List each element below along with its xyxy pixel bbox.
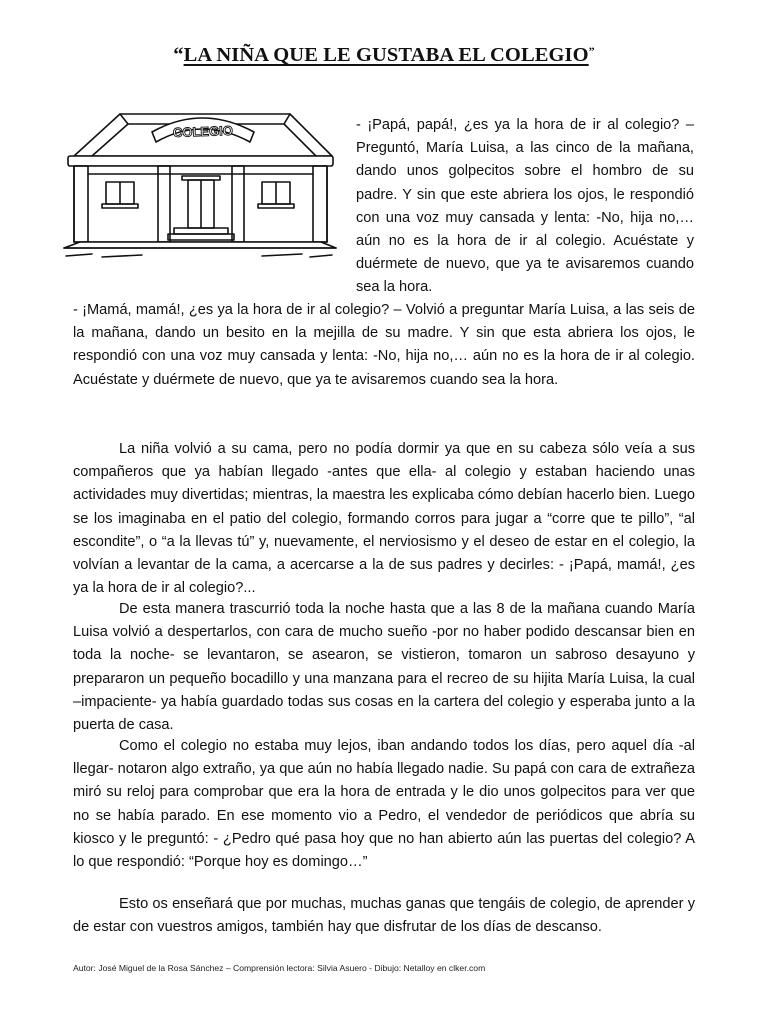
story-paragraph-2: - ¡Mamá, mamá!, ¿es ya la hora de ir al colegio? – Volvió a preguntar María Luisa, a las seis de la mañana, dando un besito en la mejilla de su madre. Y sin que esta abriera los ojos, le respondió con una voz muy cansada y lenta: -No, hija no,… aún no es la hora de ir al colegio. Acuéstate y duérmete de nuevo, que ya te avisaremos cuando sea la hora. (73, 302, 695, 388)
school-building-icon (62, 96, 337, 264)
document-title (0, 44, 768, 67)
story-paragraph-1: - ¡Papá, papá!, ¿es ya la hora de ir al colegio? – Preguntó, María Luisa, a las cinco de la mañana, dando unos golpecitos sobre el hombro de su padre. Y sin que este abriera los ojos, le respondió con una voz muy cansada y lenta: -No, hija no,… aún no es la hora de ir al colegio. Acuéstate y duérmete de nuevo, que ya te avisaremos cuando sea la hora. (356, 117, 694, 296)
title-open-quote: “ (173, 44, 184, 66)
story-paragraph-6: Esto os enseñará que por muchas, muchas ganas que tengáis de colegio, de aprender y de estar con vuestros amigos, también hay que disfrutar de los días de descanso. (73, 896, 695, 936)
story-paragraph-4: De esta manera trascurrió toda la noche hasta que a las 8 de la mañana cuando María Luisa volvió a despertarlos, con cara de mucho sueño -por no haber podido descansar bien en toda la noche- se levantaron, se asearon, se vistieron, tomaron un sabroso desayuno y prepararon un pequeño bocadillo y una manzana para el recreo de su hijita María Luisa, la cual –impaciente- ya había guardado todas sus cosas en la cartera del colegio y esperaba junto a la puerta de casa. (73, 601, 695, 734)
title-text: LA NIÑA QUE LE GUSTABA EL COLEGIO (183, 44, 589, 66)
title-close-quote: ” (588, 44, 595, 58)
story-paragraph-5: Como el colegio no estaba muy lejos, iban andando todos los días, pero aquel día -al llegar- notaron algo extraño, ya que aún no había llegado nadie. Su papá con cara de extrañeza miró su reloj para comprobar que era la hora de entrada y le dio unos golpecitos para ver que no se había parado. En ese momento vio a Pedro, el vendedor de periódicos que abría su kiosco y le preguntó: - ¿Pedro qué pasa hoy que no han abierto aún las puertas del colegio? A lo que respondió: “Porque hoy es domingo…” (73, 738, 695, 871)
credits-footer: Autor: José Miguel de la Rosa Sánchez – Comprensión lectora: Silvia Asuero - Dibujo: Netalloy en clker.com (73, 963, 486, 973)
illustration-sign-text: COLEGIO (172, 122, 234, 141)
story-paragraph-3: La niña volvió a su cama, pero no podía dormir ya que en su cabeza sólo veía a sus compañeros que ya habían llegado -antes que ella- al colegio y estaban haciendo unas actividades muy divertidas; mientras, la maestra les explicaba cómo debían hacerlo bien. Luego se los imaginaba en el patio del colegio, formando corros para jugar a “corre que te pillo”, “al escondite”, o “a la llevas tú” y, nuevamente, el nerviosismo y el deseo de estar en el colegio, la volvían a levantar de la cama, a acercarse a la de sus padres y decirles: - ¡Papá, mamá!, ¿es ya la hora de ir al colegio?... (73, 441, 695, 597)
